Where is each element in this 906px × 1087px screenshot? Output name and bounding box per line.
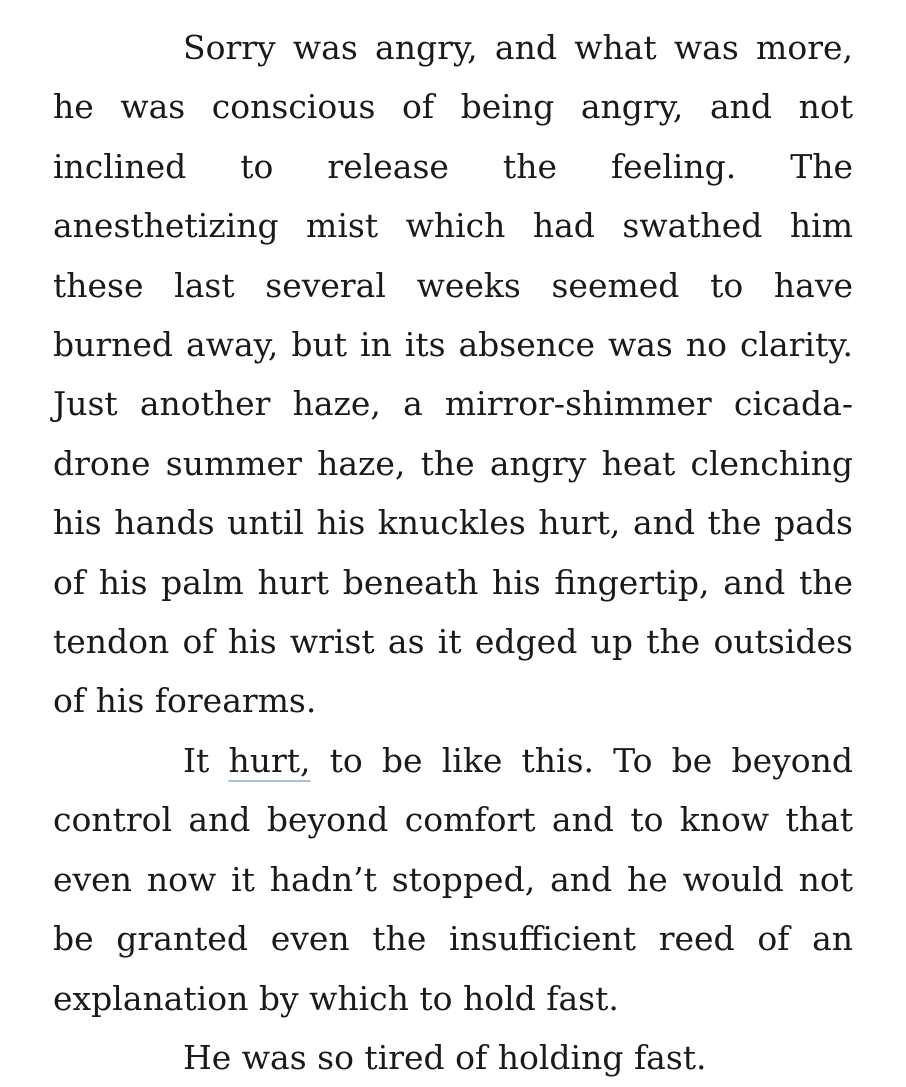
highlighted-word-link[interactable]: hurt, <box>228 740 311 780</box>
paragraph-2-before: It <box>183 740 229 780</box>
paragraph-2-after: to be like this. To be beyond control and beyond comfort and to know that even now it hadn’t stopped, and he would not be granted even the insufficient reed of an explanation by which to hold fast. <box>53 740 853 1018</box>
paragraph-1: Sorry was angry, and what was more, he was conscious of being angry, and not inclined to release the feeling. The anesthetizing mist which had swathed him these last several weeks seemed to have burned away, but in its absence was no clarity. Just another haze, a mirror-shimmer cicada-drone summer haze, the angry heat clenching his hands until his knuckles hurt, and the pads of his palm hurt beneath his fingertip, and the tendon of his wrist as it edged up the outsides of his forearms. <box>53 28 853 721</box>
reader-page <box>53 18 853 1087</box>
paragraph-2 <box>53 731 853 1028</box>
paragraph-3: He was so tired of holding fast. <box>183 1037 707 1077</box>
